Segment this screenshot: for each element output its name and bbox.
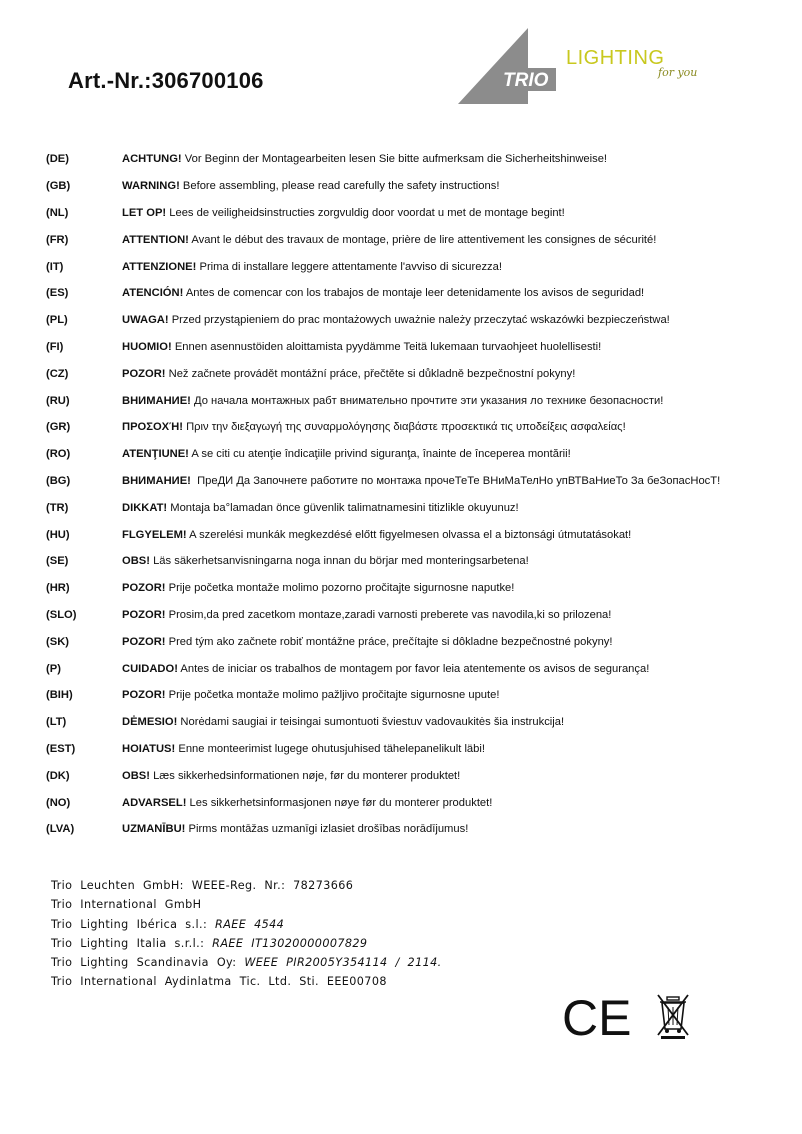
- registration-line: [51, 972, 442, 991]
- registration-line: [51, 915, 442, 934]
- registration-line: [51, 876, 442, 895]
- warning-text: Les sikkerhetsinformasjonen nøye før du monterer produktet!: [186, 796, 493, 809]
- warning-row: [46, 387, 786, 414]
- warning-row: [46, 360, 786, 387]
- warning-title: LET OP!: [122, 206, 167, 219]
- warning-row: [46, 655, 786, 682]
- warning-text: Avant le début des travaux de montage, prière de lire attentivement les consignes de sécurité!: [188, 233, 657, 246]
- warning-message: [122, 207, 565, 219]
- warning-text: Prije početka montaže molimo pozorno pročitajte sigurnosne naputke!: [165, 582, 515, 595]
- warning-row: [46, 414, 786, 441]
- warning-text: ПреДИ Да Започнете работите по монтажа прочеТеТе ВНиМаТелНо упВТВаНиеТо За беЗопасНосТ!: [190, 474, 721, 487]
- registration-line: [51, 895, 442, 914]
- warning-text: До начала монтажных рабт внимательно прочтите эти указания ло технике безопасности!: [190, 394, 664, 407]
- warning-text: Lees de veiligheidsinstructies zorgvuldig door voordat u met de montage begint!: [166, 206, 565, 219]
- language-code: (PL): [46, 314, 68, 327]
- warning-text: Before assembling, please read carefully the safety instructions!: [179, 180, 500, 193]
- warning-message: [122, 153, 607, 165]
- warning-message: [122, 395, 663, 407]
- registration-company: Trio International GmbH: [51, 898, 202, 912]
- language-code: (RO): [46, 448, 71, 461]
- warning-title: POZOR!: [122, 635, 166, 648]
- language-code: (DK): [46, 769, 70, 782]
- warning-text: Läs säkerhetsanvisningarna noga innan du börjar med monteringsarbetena!: [149, 555, 529, 568]
- warning-title: ВНИМАНИЕ!: [122, 474, 191, 487]
- safety-warnings-list: [46, 146, 786, 843]
- warning-message: [122, 663, 649, 675]
- language-code: (ES): [46, 287, 69, 300]
- warning-row: [46, 441, 786, 468]
- registration-company: Trio Lighting Ibérica s.l.:: [51, 917, 216, 931]
- warning-row: [46, 226, 786, 253]
- language-code: (FR): [46, 233, 69, 246]
- warning-message: [122, 314, 670, 326]
- warning-message: [122, 770, 460, 782]
- warning-text: Przed przystąpieniem do prac montażowych uważnie należy przeczytać wskazówki bezpieczeństwa!: [168, 314, 670, 327]
- warning-title: ATENCIÓN!: [122, 287, 184, 300]
- warning-title: ΠΡΟΣΟΧΉ!: [122, 421, 183, 434]
- warning-row: [46, 521, 786, 548]
- warning-message: [122, 261, 502, 273]
- warning-title: DĖMESIO!: [122, 716, 178, 729]
- registration-company: Trio Lighting Italia s.r.l.:: [51, 936, 213, 950]
- warning-text: Enne monteerimist lugege ohutusjuhised tähelepanelikult läbi!: [175, 742, 485, 755]
- language-code: (IT): [46, 260, 64, 273]
- language-code: (SLO): [46, 608, 77, 621]
- warning-text: Prosim,da pred zacetkom montaze,zaradi varnosti preberete vas navodila,ki so prilozena!: [165, 608, 612, 621]
- warning-message: [122, 743, 485, 755]
- warning-message: [122, 448, 571, 460]
- warning-text: Pred tým ako začnete robiť montážne práce, prečítajte si dôkladne bezpečnostné pokyny!: [165, 635, 613, 648]
- language-code: (FI): [46, 340, 64, 353]
- warning-message: [122, 368, 575, 380]
- warning-row: [46, 762, 786, 789]
- warning-row: [46, 736, 786, 763]
- logo-lighting: LIGHTING: [566, 47, 665, 69]
- language-code: (BG): [46, 474, 71, 487]
- registration-number: RAEE IT13020000007829: [212, 936, 368, 950]
- language-code: (SK): [46, 635, 69, 648]
- warning-row: [46, 709, 786, 736]
- language-code: (BIH): [46, 689, 73, 702]
- warning-title: ATTENTION!: [122, 233, 189, 246]
- warning-title: POZOR!: [122, 582, 166, 595]
- warning-row: [46, 789, 786, 816]
- warning-row: [46, 146, 786, 173]
- warning-title: HOIATUS!: [122, 742, 176, 755]
- warning-text: Antes de iniciar os trabalhos de montagem por favor leia atentemente os avisos de segurança!: [177, 662, 650, 675]
- warning-row: [46, 575, 786, 602]
- warning-message: [122, 582, 514, 594]
- warning-message: [122, 475, 720, 487]
- warning-title: POZOR!: [122, 608, 166, 621]
- language-code: (NO): [46, 796, 71, 809]
- warning-row: [46, 253, 786, 280]
- logo-tagline: for you: [658, 66, 698, 79]
- ce-mark-text: CE: [562, 990, 632, 1046]
- warning-title: OBS!: [122, 769, 150, 782]
- warning-text: Antes de comencar con los trabajos de montaje leer detenidamente los avisos de seguridad!: [183, 287, 645, 300]
- warning-message: [122, 234, 656, 246]
- language-code: (RU): [46, 394, 70, 407]
- warning-title: ВНИМАНИЕ!: [122, 394, 191, 407]
- warning-title: UZMANĪBU!: [122, 823, 186, 836]
- warning-row: [46, 334, 786, 361]
- language-code: (LVA): [46, 823, 75, 836]
- warning-row: [46, 468, 786, 495]
- warning-title: CUIDADO!: [122, 662, 178, 675]
- language-code: (CZ): [46, 367, 69, 380]
- warning-title: HUOMIO!: [122, 340, 172, 353]
- registration-number: WEEE PIR2005Y354114 / 2114.: [244, 956, 442, 970]
- warning-row: [46, 602, 786, 629]
- warning-row: [46, 682, 786, 709]
- language-code: (TR): [46, 501, 69, 514]
- warning-text: Než začnete provádět montážní práce, přečtěte si důkladně bezpečnostní pokyny!: [165, 367, 576, 380]
- warning-text: Ennen asennustöiden aloittamista pyydämme Teitä lukemaan turvaohjeet huolellisesti!: [171, 340, 602, 353]
- warning-message: [122, 287, 644, 299]
- language-code: (GR): [46, 421, 71, 434]
- warning-title: FLGYELEM!: [122, 528, 187, 541]
- warning-row: [46, 307, 786, 334]
- registration-company: Trio Leuchten GmbH: WEEE-Reg. Nr.: 78273666: [51, 879, 354, 892]
- warning-message: [122, 421, 626, 433]
- warning-message: [122, 823, 468, 835]
- warning-message: [122, 529, 631, 541]
- warning-message: [122, 609, 611, 621]
- warning-row: [46, 548, 786, 575]
- warning-text: Prima di installare leggere attentamente l'avviso di sicurezza!: [196, 260, 502, 273]
- warning-row: [46, 816, 786, 843]
- warning-text: Prije početka montaže molimo pažljivo pročitajte sigurnosne upute!: [165, 689, 500, 702]
- warning-row: [46, 173, 786, 200]
- language-code: (HR): [46, 582, 70, 595]
- language-code: (NL): [46, 206, 69, 219]
- warning-title: ATTENZIONE!: [122, 260, 197, 273]
- warning-message: [122, 341, 601, 353]
- registration-company: Trio Lighting Scandinavia Oy:: [51, 956, 245, 970]
- language-code: (GB): [46, 180, 71, 193]
- warning-title: ATENŢIUNE!: [122, 448, 189, 461]
- language-code: (P): [46, 662, 61, 675]
- warning-text: Πριν την διεξαγωγή της συναρμολόγησης διαβάστε προσεκτικά τις υποδείξεις ασφαλείας!: [182, 421, 626, 434]
- warning-title: UWAGA!: [122, 314, 169, 327]
- warning-message: [122, 636, 613, 648]
- warning-message: [122, 180, 499, 192]
- warning-title: ADVARSEL!: [122, 796, 187, 809]
- language-code: (EST): [46, 742, 76, 755]
- warning-row: [46, 628, 786, 655]
- ce-mark-icon: [562, 990, 632, 1046]
- warning-text: A se citi cu atenţie îndicaţiile privind siguranţa, înainte de începerea montării!: [188, 448, 571, 461]
- warning-text: Montaja ba°lamadan önce güvenlik talimatnamesini titizlikle okuyunuz!: [167, 501, 519, 514]
- logo-brand: TRIO: [503, 70, 549, 91]
- weee-crossed-bin-icon: [656, 993, 690, 1039]
- registration-company: Trio International Aydinlatma Tic. Ltd. Sti. EEE00708: [51, 975, 387, 989]
- warning-row: [46, 494, 786, 521]
- language-code: (DE): [46, 153, 69, 166]
- warning-message: [122, 555, 529, 567]
- warning-text: Vor Beginn der Montagearbeiten lesen Sie bitte aufmerksam die Sicherheitshinweise!: [181, 153, 608, 166]
- language-code: (SE): [46, 555, 69, 568]
- warning-row: [46, 280, 786, 307]
- warning-text: Norėdami saugiai ir teisingai sumontuoti šviestuv vadovaukitės šia instrukcija!: [177, 716, 565, 729]
- warning-title: DIKKAT!: [122, 501, 168, 514]
- warning-message: [122, 716, 564, 728]
- warning-text: Læs sikkerhedsinformationen nøje, før du monterer produktet!: [149, 769, 461, 782]
- weee-registrations: [51, 876, 442, 992]
- warning-text: Pirms montāžas uzmanīgi izlasiet drošības norādījumus!: [185, 823, 469, 836]
- registration-number: RAEE 4544: [215, 917, 285, 931]
- warning-title: WARNING!: [122, 180, 180, 193]
- warning-title: POZOR!: [122, 689, 166, 702]
- registration-line: [51, 953, 442, 972]
- warning-text: A szerelési munkák megkezdésé előtt figyelmesen olvassa el a biztonsági útmutatásokat!: [186, 528, 632, 541]
- registration-line: [51, 934, 442, 953]
- warning-message: [122, 689, 499, 701]
- warning-title: ACHTUNG!: [122, 153, 182, 166]
- warning-title: POZOR!: [122, 367, 166, 380]
- language-code: (LT): [46, 716, 67, 729]
- warning-row: [46, 200, 786, 227]
- warning-title: OBS!: [122, 555, 150, 568]
- warning-message: [122, 797, 492, 809]
- warning-message: [122, 502, 519, 514]
- article-number: Art.-Nr.:306700106: [68, 68, 264, 93]
- language-code: (HU): [46, 528, 70, 541]
